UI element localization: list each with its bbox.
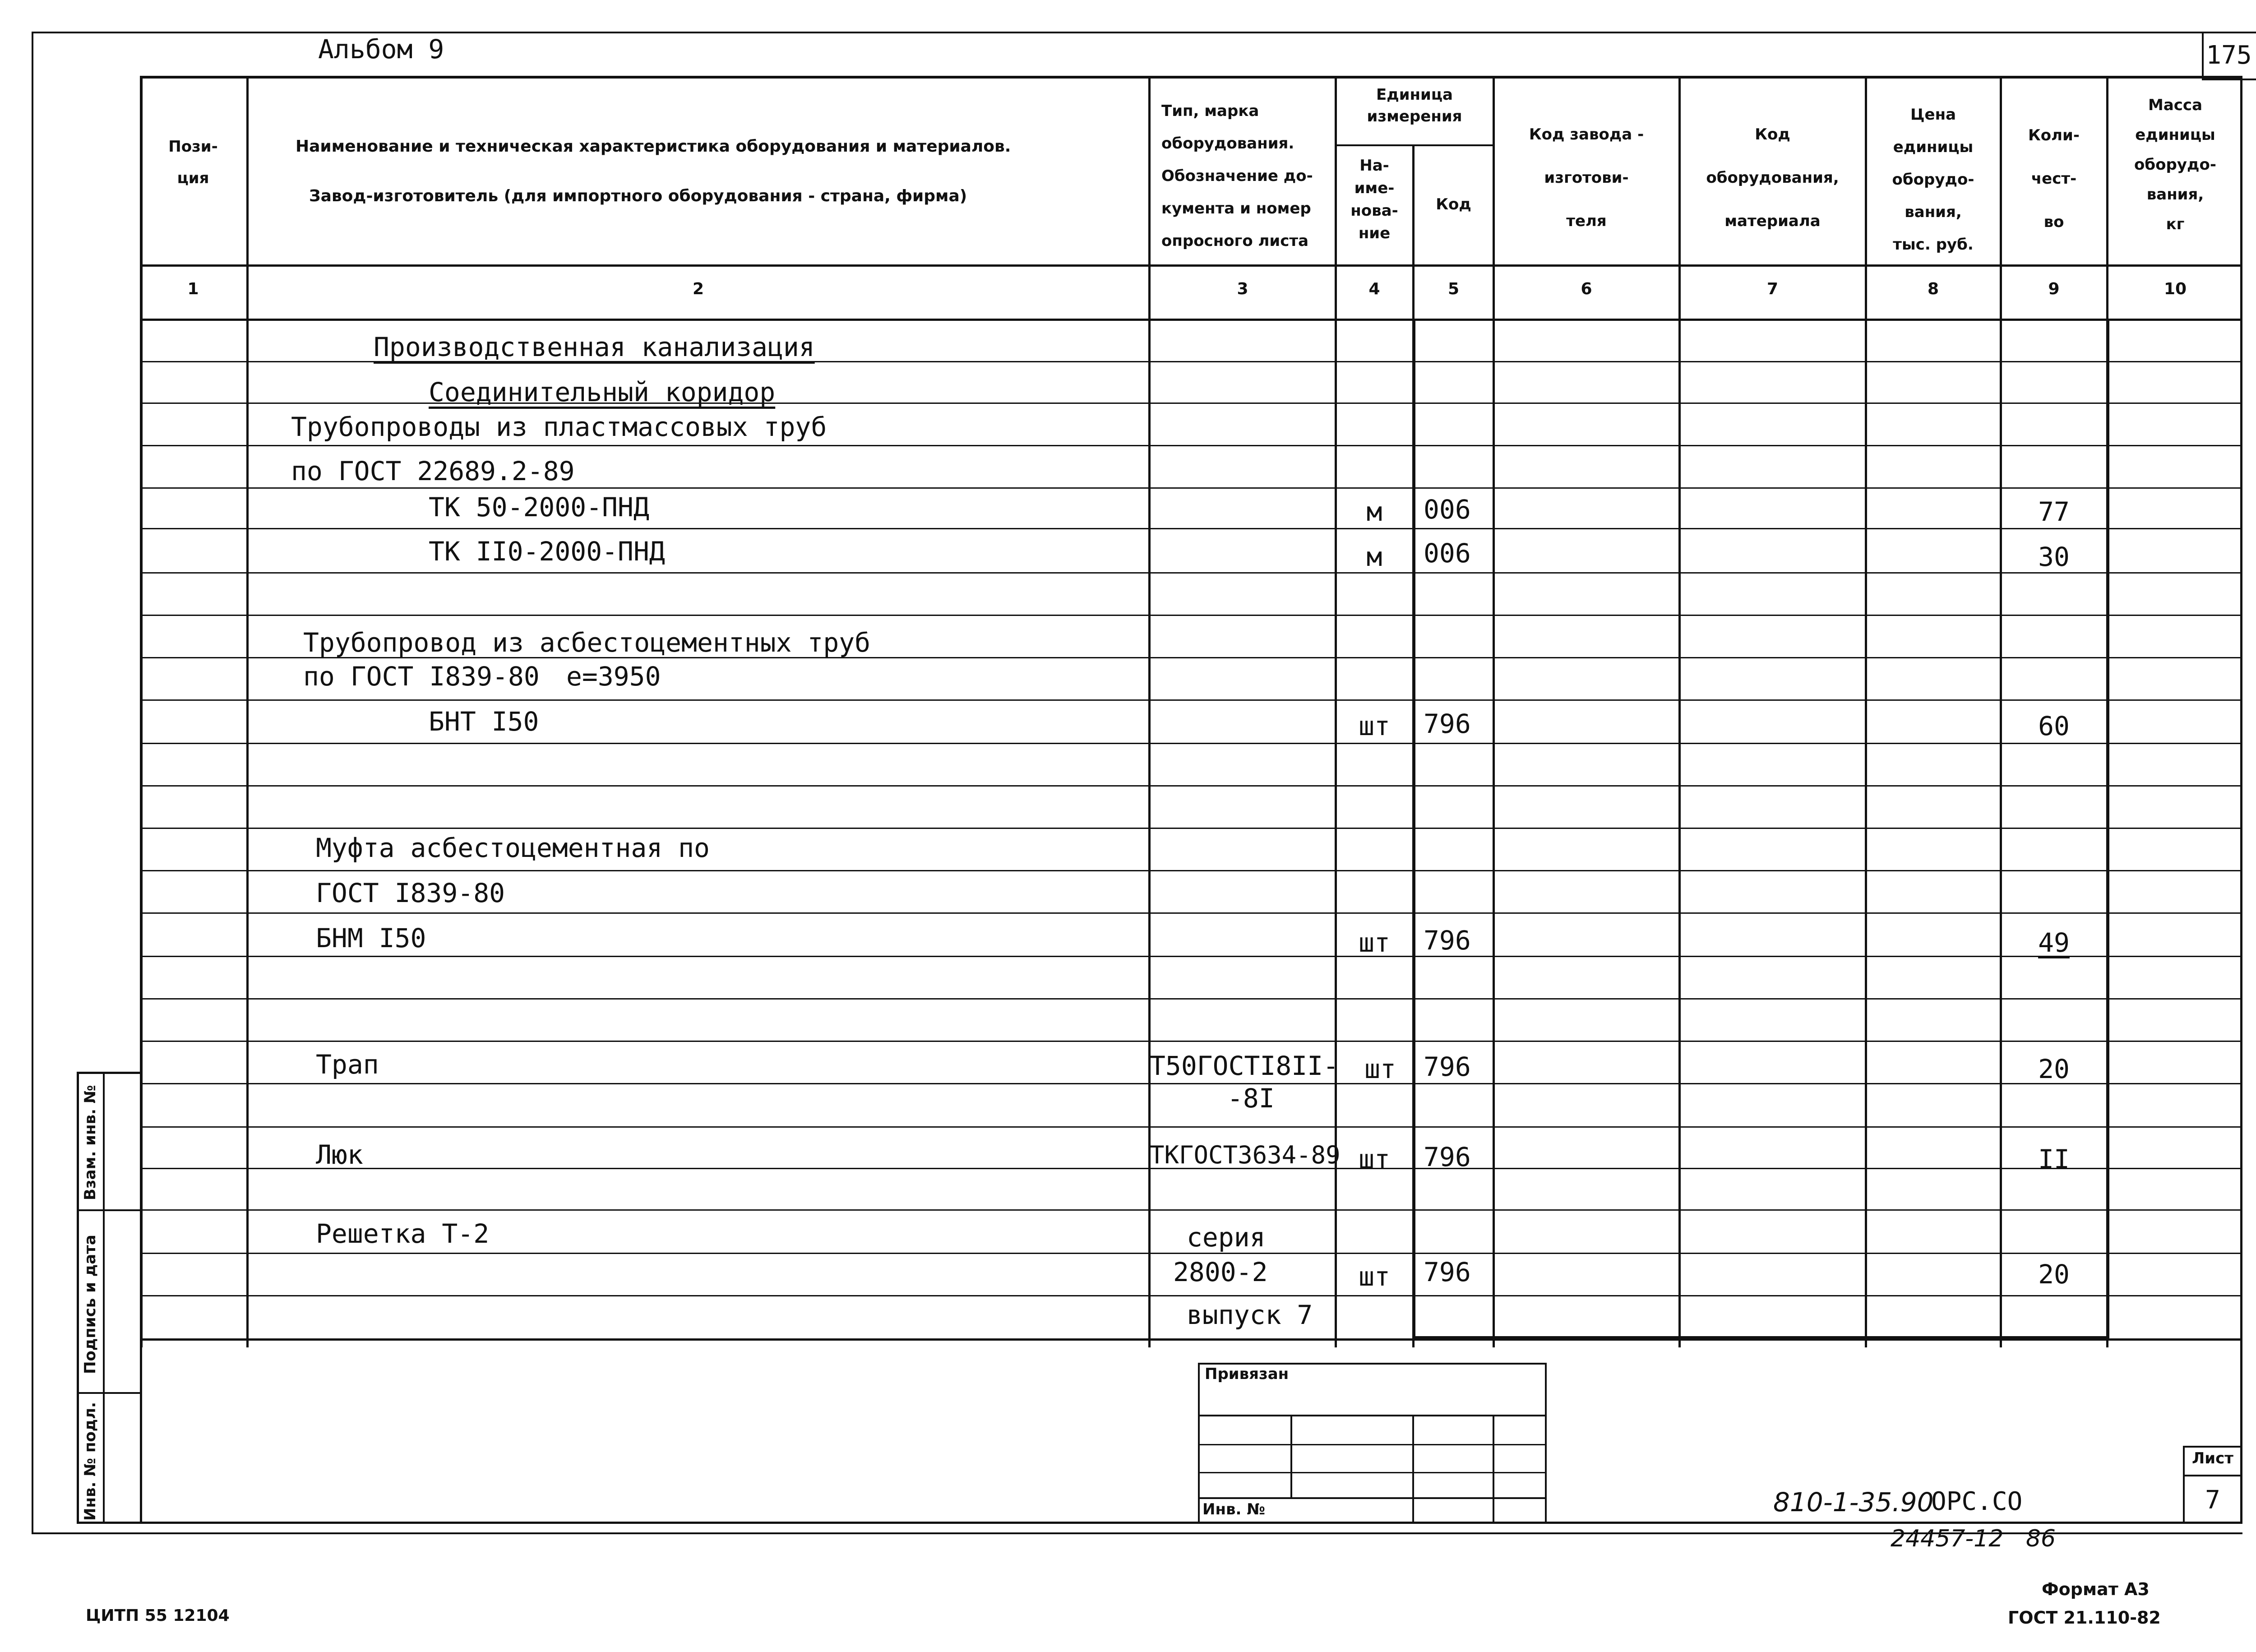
table-bottom-line bbox=[140, 1338, 2242, 1341]
header-col8-line: Цена bbox=[1910, 106, 1956, 124]
item-name: Люк bbox=[316, 1139, 363, 1170]
colnum-4: 4 bbox=[1368, 280, 1380, 298]
item-unit: м bbox=[1366, 541, 1382, 572]
item-code: 796 bbox=[1424, 1142, 1471, 1172]
item-code: 006 bbox=[1424, 494, 1471, 525]
item-unit: м bbox=[1366, 496, 1382, 527]
item-unit: шт bbox=[1359, 927, 1390, 958]
item-name: ТК 50-2000-ПНД bbox=[429, 492, 649, 523]
header-col7-line: материала bbox=[1724, 212, 1821, 230]
sheet-label: Лист bbox=[2192, 1449, 2233, 1467]
header-unit-group bbox=[1336, 84, 1493, 127]
section-title: Производственная канализация bbox=[374, 332, 815, 362]
privyazan-label: Привязан bbox=[1205, 1365, 1289, 1383]
header-col7-line: оборудования, bbox=[1706, 169, 1839, 187]
item-desc: Трубопровод из асбестоцементных труб bbox=[303, 627, 871, 658]
privyazan-col bbox=[1493, 1415, 1494, 1523]
header-col5: Код bbox=[1436, 195, 1471, 213]
item-name: Решетка Т-2 bbox=[316, 1218, 490, 1249]
row-line bbox=[140, 956, 2242, 957]
header-col4-line: нова- bbox=[1350, 202, 1398, 220]
header-col9 bbox=[2002, 114, 2106, 244]
item-unit: шт bbox=[1359, 1144, 1390, 1175]
row-line bbox=[140, 870, 2242, 871]
item-unit: шт bbox=[1359, 1261, 1390, 1292]
row-line bbox=[140, 1253, 2242, 1254]
side-stamp-line bbox=[77, 1392, 142, 1394]
row-line bbox=[140, 528, 2242, 529]
header-col10 bbox=[2108, 90, 2242, 239]
header-col2-line: Наименование и техническая характеристика оборудования и материалов. bbox=[296, 137, 1011, 156]
header-col7-line: Код bbox=[1755, 125, 1790, 143]
header-col8-line: оборудо- bbox=[1892, 171, 1974, 189]
row-line bbox=[140, 615, 2242, 616]
row-line bbox=[140, 487, 2242, 489]
colnum-3: 3 bbox=[1237, 280, 1248, 298]
row-line bbox=[140, 1083, 2242, 1084]
header-col3-line: кумента и номер bbox=[1161, 199, 1311, 217]
item-desc: Муфта асбестоцементная по bbox=[316, 833, 710, 863]
header-col3-line: опросного листа bbox=[1161, 232, 1309, 250]
side-stamp-divider bbox=[103, 1072, 105, 1523]
row-line bbox=[140, 1209, 2242, 1211]
row-line bbox=[140, 699, 2242, 701]
header-col4-line: име- bbox=[1354, 179, 1395, 197]
item-type: серия bbox=[1187, 1222, 1266, 1253]
header-col7 bbox=[1680, 113, 1865, 243]
header-col1 bbox=[140, 131, 246, 194]
item-name: ТК II0-2000-ПНД bbox=[429, 536, 665, 567]
header-col3-line: Обозначение до- bbox=[1161, 167, 1313, 185]
item-type: 2800-2 bbox=[1173, 1257, 1268, 1287]
album-label: Альбом 9 bbox=[318, 34, 444, 65]
privyazan-line bbox=[1198, 1497, 1547, 1499]
header-col4 bbox=[1336, 154, 1412, 245]
header-col4-line: На- bbox=[1359, 157, 1389, 175]
item-desc: ГОСТ I839-80 bbox=[316, 878, 505, 908]
item-name: Трап bbox=[316, 1049, 379, 1080]
row-line bbox=[140, 1295, 2242, 1296]
item-type: -8I bbox=[1227, 1083, 1275, 1114]
subsection-title: Соединительный коридор bbox=[429, 377, 776, 407]
row-line bbox=[140, 785, 2242, 787]
item-qty: 77 bbox=[2038, 496, 2070, 527]
header-col8-line: единицы bbox=[1893, 138, 1974, 156]
item-qty: 20 bbox=[2038, 1259, 2070, 1290]
item-qty: 20 bbox=[2038, 1054, 2070, 1084]
footer-left: ЦИТП 55 12104 bbox=[86, 1606, 230, 1625]
item-code: 006 bbox=[1424, 538, 1471, 569]
row-line bbox=[140, 445, 2242, 446]
side-stamp-vzam: Взам. инв. № bbox=[81, 1085, 99, 1200]
stamp-zone-bottom bbox=[77, 1522, 2242, 1524]
side-stamp-podpis: Подпись и дата bbox=[81, 1235, 99, 1374]
privyazan-col bbox=[1290, 1415, 1292, 1497]
row-line bbox=[140, 998, 2242, 1000]
colnum-8: 8 bbox=[1927, 280, 1939, 298]
item-qty: 30 bbox=[2038, 541, 2070, 572]
item-unit: шт bbox=[1359, 711, 1390, 741]
item-code: 796 bbox=[1424, 708, 1471, 739]
header-col2-line: Завод-изготовитель (для импортного оборудования - страна, фирма) bbox=[309, 187, 967, 205]
colnum-1: 1 bbox=[187, 280, 199, 298]
header-col10-line: Масса bbox=[2148, 96, 2203, 114]
header-col3-line: оборудования. bbox=[1161, 134, 1294, 153]
header-col9-line: во bbox=[2043, 213, 2064, 231]
row-line bbox=[140, 743, 2242, 744]
header-col3-line: Тип, марка bbox=[1161, 102, 1259, 120]
row-line bbox=[140, 828, 2242, 829]
colnum-7: 7 bbox=[1766, 280, 1779, 298]
colnum-10: 10 bbox=[2164, 280, 2187, 298]
header-col10-line: кг bbox=[2166, 215, 2185, 233]
header-unit-line: Единица bbox=[1376, 86, 1453, 104]
thick-box-cols-5-9 bbox=[1412, 319, 2109, 1339]
colnum-5: 5 bbox=[1447, 280, 1460, 298]
item-desc: Трубопроводы из пластмассовых труб bbox=[291, 412, 827, 442]
item-type: Т50ГОСТI8II- bbox=[1150, 1050, 1339, 1081]
header-col9-line: Коли- bbox=[2028, 126, 2080, 144]
header-col1-line: Пози- bbox=[168, 138, 218, 156]
header-col8-line: вания, bbox=[1905, 203, 1962, 221]
item-type: выпуск 7 bbox=[1187, 1300, 1313, 1330]
item-name: БНМ I50 bbox=[316, 923, 426, 953]
col-line-1 bbox=[246, 76, 249, 1347]
doc-suffix: ОРС.СО bbox=[1931, 1487, 2023, 1516]
item-desc-param: e=3950 bbox=[566, 661, 661, 692]
header-col6 bbox=[1494, 113, 1678, 243]
row-line bbox=[140, 1126, 2242, 1128]
page-border-left bbox=[32, 32, 33, 1534]
item-name: БНТ I50 bbox=[429, 706, 539, 737]
page-number: 175 bbox=[2206, 41, 2252, 70]
colnum-2: 2 bbox=[692, 280, 704, 298]
row-line bbox=[140, 572, 2242, 574]
header-col6-line: теля bbox=[1566, 212, 1607, 230]
header-col8 bbox=[1867, 98, 2000, 261]
footer-gost: ГОСТ 21.110-82 bbox=[2008, 1608, 2161, 1628]
item-qty: 49 bbox=[2038, 927, 2070, 958]
item-qty: II bbox=[2038, 1144, 2070, 1175]
sheet-box-line bbox=[2183, 1475, 2242, 1476]
row-line bbox=[140, 1041, 2242, 1042]
header-col9-line: чест- bbox=[2031, 170, 2077, 188]
header-unit-line: измерения bbox=[1367, 107, 1462, 125]
privyazan-line bbox=[1198, 1444, 1547, 1445]
item-qty: 60 bbox=[2038, 711, 2070, 741]
privyazan-line bbox=[1198, 1472, 1547, 1473]
header-col10-line: единицы bbox=[2135, 126, 2215, 144]
sheet-number: 7 bbox=[2205, 1485, 2220, 1515]
handwritten-number: 24457-12 86 bbox=[1891, 1525, 2056, 1552]
header-bottom-line bbox=[140, 264, 2242, 267]
header-col1-line: ция bbox=[177, 169, 209, 187]
side-stamp-inv: Инв. № подл. bbox=[81, 1402, 99, 1521]
page-border-top bbox=[32, 32, 2256, 33]
doc-code: 810-1-35.90 bbox=[1773, 1487, 1934, 1518]
header-col6-line: Код завода - bbox=[1529, 125, 1644, 143]
header-col10-line: оборудо- bbox=[2134, 156, 2216, 174]
header-col10-line: вания, bbox=[2146, 185, 2204, 204]
item-code: 796 bbox=[1424, 1257, 1471, 1287]
colnum-6: 6 bbox=[1581, 280, 1592, 298]
item-code: 796 bbox=[1424, 925, 1471, 956]
row-line bbox=[140, 912, 2242, 914]
header-col6-line: изготови- bbox=[1544, 169, 1629, 187]
item-code: 796 bbox=[1424, 1051, 1471, 1082]
header-col2 bbox=[253, 122, 1146, 221]
colnum-9: 9 bbox=[2048, 280, 2060, 298]
privyazan-col bbox=[1412, 1415, 1414, 1523]
header-col8-line: тыс. руб. bbox=[1893, 236, 1974, 254]
inv-no-label: Инв. № bbox=[1202, 1500, 1266, 1518]
header-col4-line: ние bbox=[1358, 224, 1391, 242]
side-stamp-line bbox=[77, 1209, 142, 1211]
privyazan-block bbox=[1198, 1363, 1547, 1523]
header-col3 bbox=[1153, 95, 1333, 257]
item-desc: по ГОСТ 22689.2-89 bbox=[291, 456, 575, 486]
item-unit: шт bbox=[1364, 1054, 1396, 1084]
item-type: ТКГОСТ3634-89 bbox=[1150, 1141, 1341, 1169]
privyazan-line bbox=[1198, 1415, 1547, 1416]
footer-format: Формат А3 bbox=[2042, 1579, 2150, 1599]
item-desc: по ГОСТ I839-80 bbox=[303, 661, 540, 692]
